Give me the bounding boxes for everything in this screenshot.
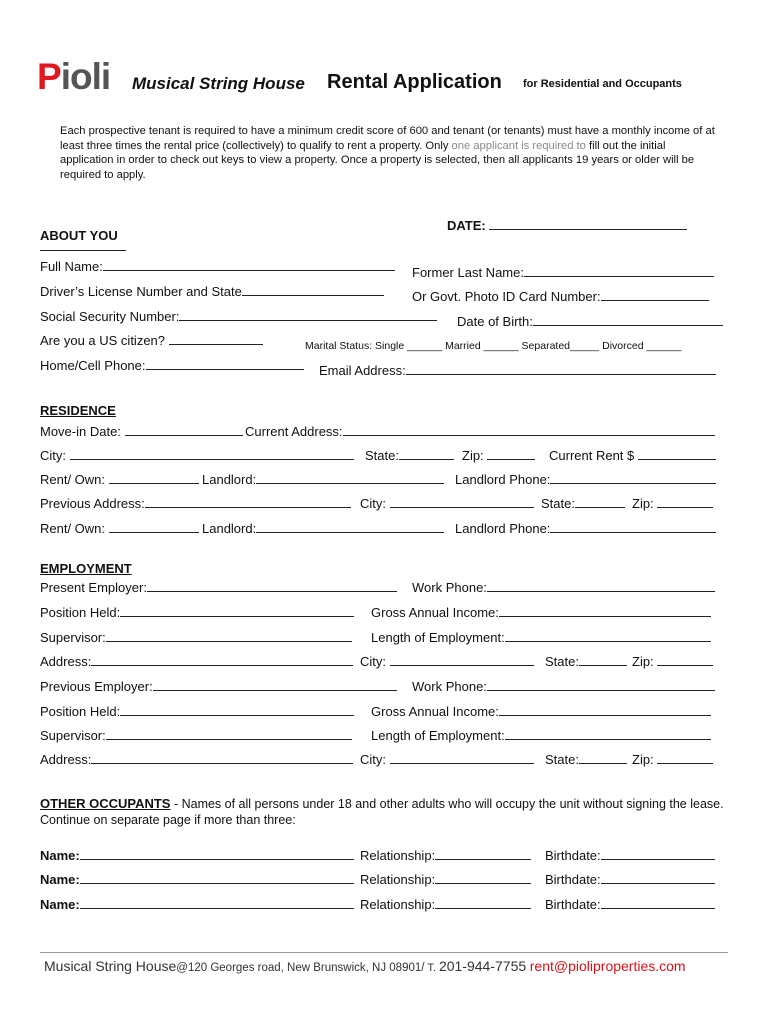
previous-employer-zip-field[interactable]: Zip: (632, 751, 713, 767)
email-field[interactable]: Email Address: (319, 362, 716, 378)
employer-state-field[interactable]: State: (545, 653, 627, 669)
gross-income-field[interactable]: Gross Annual Income: (371, 604, 711, 620)
heading-rule (40, 250, 126, 251)
landlord-phone-field-2[interactable]: Landlord Phone: (455, 520, 716, 536)
employer-zip-field[interactable]: Zip: (632, 653, 713, 669)
previous-length-employment-field[interactable]: Length of Employment: (371, 727, 711, 743)
landlord-field[interactable]: Landlord: (202, 471, 444, 487)
about-you-heading: ABOUT YOU (40, 228, 118, 243)
residence-heading: RESIDENCE (40, 403, 116, 418)
footer: Musical String House@120 Georges road, New Brunswick, NJ 08901/ T. 201-944-7755 rent@pioliproperties.com (44, 958, 686, 974)
ssn-field[interactable]: Social Security Number: (40, 308, 437, 324)
pioli-logo: Pioli (37, 56, 111, 97)
govt-id-field[interactable]: Or Govt. Photo ID Card Number: (412, 288, 709, 304)
previous-employer-address-field[interactable]: Address: (40, 751, 353, 767)
length-employment-field[interactable]: Length of Employment: (371, 629, 711, 645)
employer-city-field[interactable]: City: (360, 653, 534, 669)
date-field[interactable]: DATE: (447, 217, 687, 233)
occupant-birthdate-field-3[interactable]: Birthdate: (545, 896, 715, 912)
occupant-birthdate-field-1[interactable]: Birthdate: (545, 847, 715, 863)
occupant-relationship-field-2[interactable]: Relationship: (360, 871, 531, 887)
dob-field[interactable]: Date of Birth: (457, 313, 723, 329)
previous-gross-income-field[interactable]: Gross Annual Income: (371, 703, 711, 719)
occupant-relationship-field-1[interactable]: Relationship: (360, 847, 531, 863)
residence-state-field[interactable]: State: (365, 447, 454, 463)
occupant-birthdate-field-2[interactable]: Birthdate: (545, 871, 715, 887)
position-held-field[interactable]: Position Held: (40, 604, 354, 620)
phone-field[interactable]: Home/Cell Phone: (40, 357, 304, 373)
rent-own-field[interactable]: Rent/ Own: (40, 471, 199, 487)
residence-city-field[interactable]: City: (40, 447, 354, 463)
previous-zip-field[interactable]: Zip: (632, 495, 713, 511)
previous-state-field[interactable]: State: (541, 495, 625, 511)
landlord-field-2[interactable]: Landlord: (202, 520, 444, 536)
residence-zip-field[interactable]: Zip: (462, 447, 535, 463)
supervisor-field[interactable]: Supervisor: (40, 629, 352, 645)
previous-address-field[interactable]: Previous Address: (40, 495, 351, 511)
form-title: Rental Application (327, 71, 502, 93)
previous-employer-city-field[interactable]: City: (360, 751, 534, 767)
occupant-name-field-1[interactable]: Name: (40, 847, 354, 863)
employment-heading: EMPLOYMENT (40, 561, 132, 576)
former-last-name-field[interactable]: Former Last Name: (412, 264, 714, 280)
occupant-name-field-2[interactable]: Name: (40, 871, 354, 887)
form-subtitle: for Residential and Occupants (523, 78, 682, 90)
full-name-field[interactable]: Full Name: (40, 258, 395, 274)
occupants-heading: OTHER OCCUPANTS (40, 796, 171, 811)
rent-own-field-2[interactable]: Rent/ Own: (40, 520, 199, 536)
present-employer-field[interactable]: Present Employer: (40, 579, 397, 595)
current-address-field[interactable]: Current Address: (245, 423, 715, 439)
landlord-phone-field[interactable]: Landlord Phone: (455, 471, 716, 487)
occupants-intro: OTHER OCCUPANTS - Names of all persons under 18 and other adults who will occupy the unit without signing the lease. Continue on separate page if more than three: (40, 796, 724, 827)
previous-employer-state-field[interactable]: State: (545, 751, 627, 767)
footer-email-link[interactable]: rent@pioliproperties.com (529, 958, 686, 974)
work-phone-field[interactable]: Work Phone: (412, 579, 715, 595)
previous-supervisor-field[interactable]: Supervisor: (40, 727, 352, 743)
employer-address-field[interactable]: Address: (40, 653, 353, 669)
previous-city-field[interactable]: City: (360, 495, 534, 511)
occupant-relationship-field-3[interactable]: Relationship: (360, 896, 531, 912)
us-citizen-field[interactable]: Are you a US citizen? (40, 332, 263, 348)
previous-position-held-field[interactable]: Position Held: (40, 703, 354, 719)
company-name: Musical String House (132, 74, 305, 93)
previous-employer-field[interactable]: Previous Employer: (40, 678, 397, 694)
marital-status-field[interactable]: Marital Status: Single ______ Married ______ Separated_____ Divorced ______ (305, 340, 682, 352)
previous-work-phone-field[interactable]: Work Phone: (412, 678, 715, 694)
footer-rule (40, 952, 728, 953)
move-in-date-field[interactable]: Move-in Date: (40, 423, 243, 439)
current-rent-field[interactable]: Current Rent $ (549, 447, 716, 463)
occupant-name-field-3[interactable]: Name: (40, 896, 354, 912)
intro-paragraph: Each prospective tenant is required to have a minimum credit score of 600 and tenant (or tenants) must have a monthly income of at least three times the rental price (collectively) to qualify to rent a property. Only one applicant is required to fill out the initial application in order to check out keys to view a property. Once a property is selected, then all applicants 19 years or older will be required to apply. (60, 125, 715, 181)
drivers-license-field[interactable]: Driver’s License Number and State (40, 283, 384, 299)
